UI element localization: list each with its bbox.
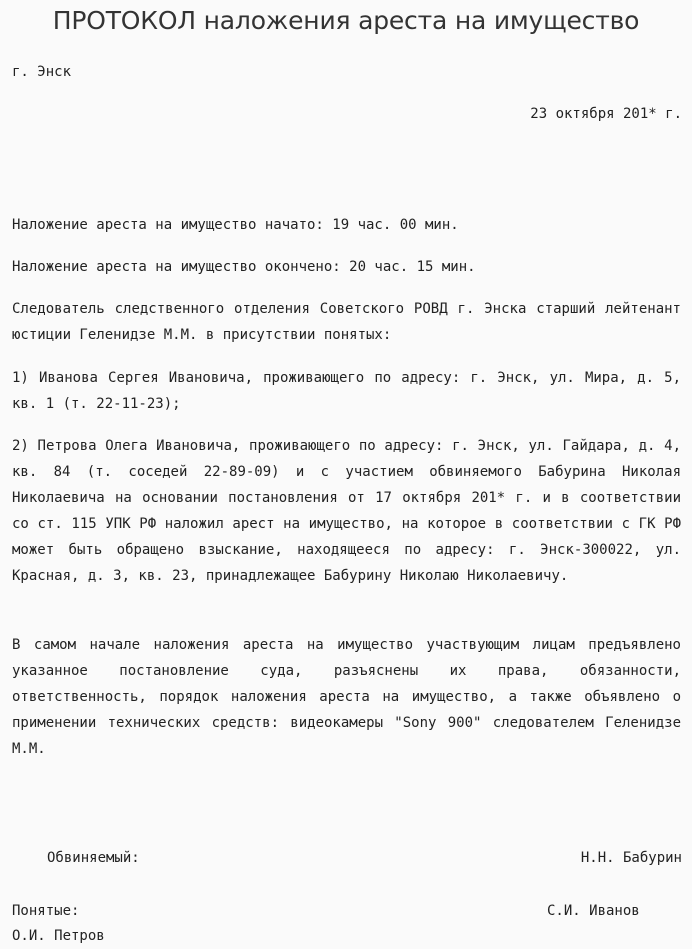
paragraph-investigator: Следователь следственного отделения Советского РОВД г. Энска старший лейтенант юстиции Геленидзе М.М. в присутствии понятых: [12,301,681,343]
accused-label: Обвиняемый: [47,850,140,866]
arrest-start-time: Наложение ареста на имущество начато: 19 час. 00 мин. [12,217,459,233]
arrest-end-time: Наложение ареста на имущество окончено: 20 час. 15 мин. [12,259,476,275]
witness-2-signature: О.И. Петров [12,928,105,944]
paragraph-witness-1: 1) Иванова Сергея Ивановича, проживающего по адресу: г. Энск, ул. Мира, д. 5, кв. 1 (т. 22-11-23); [12,370,681,412]
city: г. Энск [12,64,72,80]
witness-1-signature: С.И. Иванов [547,903,640,919]
document-date: 23 октября 201* г. [530,106,682,122]
paragraph-witness-2: 2) Петрова Олега Ивановича, проживающего по адресу: г. Энск, ул. Гайдара, д. 4, кв. 84 (т. соседей 22-89-09) и с участием обвиняемого Бабурина Николая Николаевича на основании постановления от 17 октября 201* г. и в соответствии со ст. 115 УПК РФ наложил арест на имущество, на которое в соответствии с ГК РФ может быть обращено взыскание, находящееся по адресу: г. Энск-300022, ул. Красная, д. 3, кв. 23, принадлежащее Бабурину Николаю Николаевичу. [12,438,681,584]
witnesses-label: Понятые: [12,903,80,919]
paragraph-procedure: В самом начале наложения ареста на имущество участвующим лицам предъявлено указанное постановление суда, разъяснены их права, обязанности, ответственность, порядок наложения ареста на имущество, а также объявлено о применении технических средств: видеокамеры "Sony 900" следователем Геленидзе М.М. [12,637,681,757]
accused-signature: Н.Н. Бабурин [580,850,682,866]
document-title: ПРОТОКОЛ наложения ареста на имущество [52,6,640,35]
